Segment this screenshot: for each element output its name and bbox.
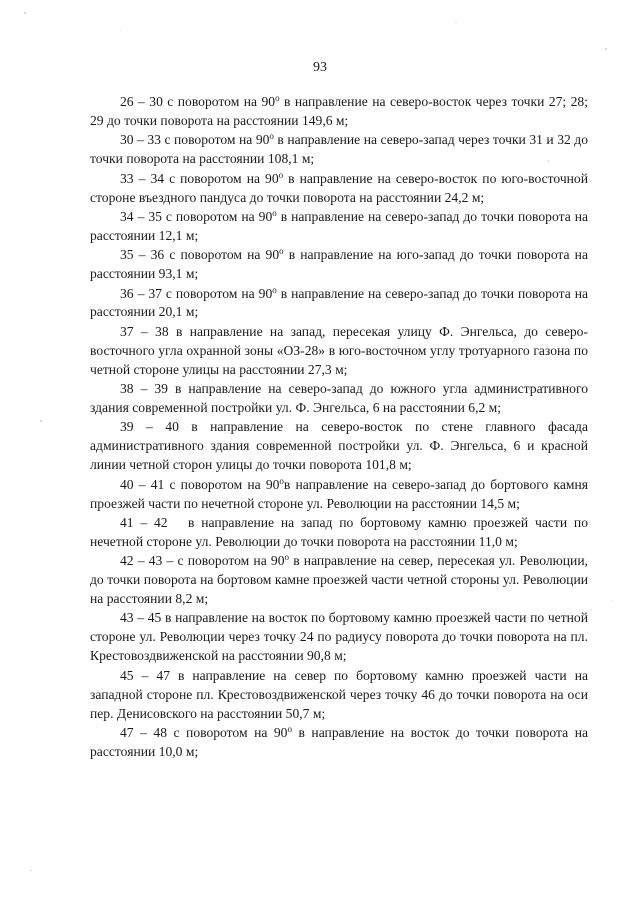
- scan-speck: [40, 420, 42, 422]
- paragraph: 36 – 37 с поворотом на $90^о$ в направление на северо-запад до точки поворота на расстоянии 20,1 м;: [90, 284, 589, 320]
- paragraph: 30 – 33 с поворотом на $90^о$ в направление на северо-запад через точки 31 и 32 до точки поворота на расстоянии 108,1 м;: [90, 131, 588, 167]
- scan-speck: [24, 12, 26, 14]
- scan-speck: [30, 870, 32, 871]
- paragraph: 42 – 43 – с поворотом на $90^о$ в направление на север, пересекая ул. Революции, до точки поворота на бортовом камне проезжей части четной стороны ул. Революции на расстоянии 8,2 м;: [90, 552, 588, 607]
- scan-speck: [120, 30, 121, 31]
- scan-speck: [605, 48, 607, 50]
- paragraph: 37 – 38 в направление на запад, пересекая улицу Ф. Энгельса, до северо-восточного угла охранной зоны «ОЗ-28» в юго-восточном углу тротуарного газона по четной стороне улицы на расстоянии 27,3 м;: [90, 323, 588, 377]
- paragraph: 43 – 45 в направление на восток по бортовому камню проезжей части по четной стороне ул. Революции через точку 24 по радиусу поворота до точки поворота на пл. Крестовоздвиженской на расстоянии 90,8 м;: [90, 610, 588, 664]
- paragraph: 47 – 48 с поворотом на $90^о$ в направление на восток до точки поворота на расстоянии 10,0 м;: [90, 723, 588, 759]
- scan-speck: [548, 160, 549, 162]
- paragraph: 38 – 39 в направление на северо-запад до южного угла административного здания современной постройки ул. Ф. Энгельса, 6 на расстоянии 6,2 м;: [90, 381, 588, 415]
- document-body: [90, 93, 588, 762]
- scan-speck: [455, 22, 457, 23]
- paragraph: 39 – 40 в направление на северо-восток по стене главного фасада административного здания современной постройки ул. Ф. Энгельса, 6 и красной линии четной сторон улицы до точки поворота 101,8 м;: [90, 419, 588, 473]
- paragraph: 34 – 35 с поворотом на $90^о$ в направление на северо-запад до точки поворота на расстоянии 12,1 м;: [90, 207, 589, 243]
- scan-speck: [612, 600, 613, 601]
- paragraph: 45 – 47 в направление на север по бортовому камню проезжей части на западной стороне пл. Крестовоздвиженской через точку 46 до точки поворота на оси пер. Денисовского на расстоянии 50,7 м;: [90, 667, 588, 721]
- paragraph: 40 – 41 с поворотом на $90^ов$ направление на северо-запад до бортового камня проезжей части по нечетной стороне ул. Революции на расстоянии 14,5 м;: [90, 475, 588, 511]
- paragraph: 41 – 42 в направление на запад по бортовому камню проезжей части по нечетной стороне ул. Революции до точки поворота на расстоянии 11,0 м;: [90, 514, 588, 549]
- page-number: 93: [313, 60, 327, 75]
- paragraph: 33 – 34 с поворотом на $90^о$ в направление на северо-восток по юго-восточной стороне въездного пандуса до точки поворота на расстоянии 24,2 м;: [90, 169, 588, 205]
- paragraph: 26 – 30 с поворотом на $90^о$ в направление на северо-восток через точки 27; 28; 29 до точки поворота на расстоянии 149,6 м;: [90, 93, 588, 128]
- paragraph: 35 – 36 с поворотом на $90^о$ в направление на юго-запад до точки поворота на расстоянии 93,1 м;: [90, 246, 588, 282]
